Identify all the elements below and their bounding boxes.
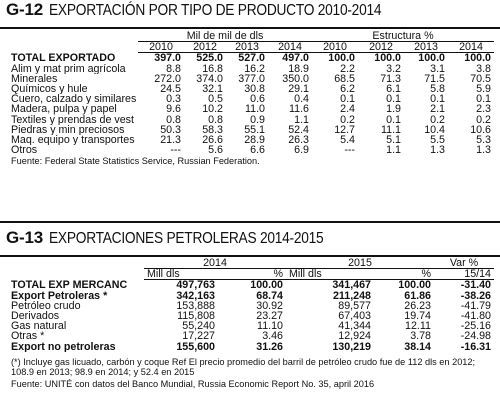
g12-cell: 28.9 — [244, 135, 265, 146]
g12-row — [0, 125, 494, 135]
g12-cell: 11.6 — [288, 104, 309, 115]
g12-title: EXPORTACIÓN POR TIPO DE PRODUCTO 2010-2014 — [49, 2, 382, 19]
g12-cell: 18.9 — [288, 63, 309, 74]
g12-cell: 70.5 — [470, 73, 491, 85]
g12-cell: 350.0 — [282, 73, 309, 85]
g13-row-label: Petróleo crudo — [11, 300, 81, 312]
table-g13-section — [0, 221, 500, 389]
g12-cell: 71.3 — [380, 73, 401, 85]
g12-row — [0, 53, 494, 64]
g13-row-label: Export no petroleras — [11, 341, 116, 352]
g13-cell: 12.11 — [405, 321, 431, 332]
g12-row-label: Minerales — [11, 73, 58, 85]
g12-cell: 525.0 — [196, 52, 223, 64]
g12-cell: 1.3 — [430, 145, 445, 156]
g13-cell: 41,344 — [338, 321, 371, 332]
g12-cell: 1.3 — [476, 145, 491, 156]
g12-cell: 2.4 — [340, 104, 355, 115]
g12-cell: 50.3 — [160, 124, 181, 136]
g12-cell: 497.0 — [282, 52, 309, 64]
g12-row — [0, 84, 494, 94]
g13-cell: -38.26 — [460, 290, 491, 301]
g13-cell: 12,924 — [338, 331, 371, 342]
g12-row-label: Cuero, calzado y similares — [11, 94, 137, 105]
g12-cell: 71.5 — [424, 73, 445, 85]
g13-cell: 19.74 — [404, 311, 431, 322]
g12-group-right: Estructura % — [312, 31, 494, 42]
g12-cell: 0.2 — [476, 114, 491, 125]
g12-cell: 10.2 — [202, 104, 223, 115]
g12-cell: 6.2 — [340, 84, 355, 95]
g12-cell: 32.1 — [202, 84, 223, 95]
g12-cell: 397.0 — [154, 52, 181, 64]
g12-year-header: 2013 — [226, 42, 268, 53]
g12-cell: 0.2 — [430, 114, 445, 125]
g12-cell: 6.1 — [386, 84, 401, 95]
g13-cell: -41.80 — [460, 311, 491, 322]
g12-header — [0, 0, 500, 27]
g12-cell: 3.2 — [386, 63, 401, 74]
g13-row-label: Export Petroleras * — [11, 290, 108, 301]
g13-cell: 211,248 — [332, 290, 371, 301]
g12-year-header: 2013 — [404, 42, 448, 53]
table-g12-section — [0, 0, 500, 166]
g12-row-label: Textiles y prendas de vest — [11, 114, 134, 125]
g13-cell: 68.74 — [256, 290, 283, 301]
g12-code: G-12 — [6, 0, 43, 19]
g13-cell: -16.31 — [460, 341, 491, 352]
g13-source: Fuente: UNITÉ con datos del Banco Mundial, Russia Economic Report No. 35, april 2016 — [11, 378, 375, 389]
g12-year-header: 2010 — [312, 42, 358, 53]
g12-row — [0, 94, 494, 104]
g13-cell: 153,888 — [176, 300, 215, 312]
g13-row — [0, 280, 494, 291]
g13-cell: 31.26 — [256, 341, 283, 352]
g12-cell: 5.6 — [208, 145, 223, 156]
g12-year-header: 2012 — [184, 42, 226, 53]
g13-cell: 3.46 — [262, 331, 283, 342]
g12-cell: 5.1 — [386, 135, 401, 146]
g12-cell: 0.4 — [294, 94, 309, 105]
g12-cell: 1.1 — [294, 114, 309, 125]
g13-group-2014: 2014 — [144, 258, 286, 269]
g13-cell: 3.78 — [410, 331, 431, 342]
g12-cell: 100.0 — [418, 52, 445, 64]
g13-cell: 100.00 — [250, 279, 283, 291]
g12-cell: 0.5 — [208, 94, 223, 105]
g13-cell: 11.10 — [257, 321, 283, 332]
g12-row — [0, 115, 494, 125]
g13-cell: 130,219 — [332, 341, 371, 352]
g12-cell: 58.3 — [202, 124, 223, 136]
g13-group-2015: 2015 — [286, 258, 434, 269]
g12-cell: 100.0 — [374, 52, 401, 64]
g12-cell: 5.5 — [430, 135, 445, 146]
g12-cell: 5.3 — [476, 135, 491, 146]
g12-cell: --- — [170, 145, 181, 156]
g13-row — [0, 331, 494, 341]
g12-cell: 24.5 — [160, 84, 181, 95]
g12-source: Fuente: Federal State Statistics Service, Russian Federation. — [11, 155, 260, 166]
g12-cell: 10.6 — [470, 124, 491, 136]
g12-cell: 5.8 — [430, 84, 445, 95]
g12-title-rule — [0, 27, 500, 29]
g12-cell: 0.9 — [250, 114, 265, 125]
g12-cell: 29.1 — [288, 84, 309, 95]
g12-cell: 0.1 — [386, 114, 401, 125]
g12-cell: 0.8 — [166, 114, 181, 125]
g12-cell: 3.1 — [430, 63, 445, 74]
g12-cell: 26.3 — [288, 135, 309, 146]
g13-cell: 100.00 — [398, 279, 431, 291]
g13-title: EXPORTACIONES PETROLERAS 2014-2015 — [49, 230, 324, 247]
g12-cell: 21.3 — [160, 135, 181, 146]
g12-cell: 1.1 — [386, 145, 401, 156]
g12-cell: 10.4 — [424, 124, 445, 136]
g13-header — [0, 221, 500, 255]
g12-row-label: Maq. equipo y transportes — [11, 135, 135, 146]
g13-cell: -41.79 — [460, 300, 491, 312]
g12-year-header: 2014 — [448, 42, 494, 53]
g12-cell: 52.4 — [288, 124, 309, 136]
g12-cell: 5.4 — [340, 135, 355, 146]
g12-cell: --- — [344, 145, 355, 156]
g12-row-label: Otros — [11, 145, 38, 156]
g13-row — [0, 321, 494, 331]
g13-group-var: Var % — [434, 258, 494, 269]
g13-cell: 341,467 — [332, 279, 371, 291]
g13-source-row — [0, 377, 494, 389]
g12-cell: 0.1 — [430, 94, 445, 105]
g12-cell: 55.1 — [244, 124, 265, 136]
g12-cell: 0.1 — [340, 94, 355, 105]
g12-cell: 3.8 — [476, 63, 491, 74]
g12-cell: 0.3 — [166, 94, 181, 105]
g12-group-header-row — [0, 31, 494, 42]
g12-cell: 5.9 — [476, 84, 491, 95]
g12-row-label: Alim y mat prim agrícola — [11, 63, 126, 74]
g12-cell: 12.7 — [334, 124, 355, 136]
g13-sub-pct-2014: % — [218, 269, 286, 280]
g13-code: G-13 — [6, 228, 43, 247]
g12-row — [0, 74, 494, 84]
g13-cell: -25.16 — [460, 321, 491, 332]
g12-cell: 68.5 — [334, 73, 355, 85]
g12-cell: 2.2 — [340, 63, 355, 74]
g13-row — [0, 342, 494, 352]
g12-cell: 0.2 — [340, 114, 355, 125]
g13-row-label: Derivados — [11, 311, 60, 322]
g12-cell: 6.9 — [294, 145, 309, 156]
g12-cell: 1.9 — [386, 104, 401, 115]
g13-cell: 342,163 — [176, 290, 215, 301]
g12-cell: 11.1 — [380, 124, 401, 136]
g13-sub-mill-2014: Mill dls — [144, 269, 218, 280]
g12-cell: 9.6 — [166, 104, 181, 115]
g12-row-label: TOTAL EXPORTADO — [11, 52, 116, 64]
g13-cell: 23.27 — [256, 311, 283, 322]
g12-cell: 11.0 — [244, 104, 265, 115]
g12-cell: 2.3 — [476, 104, 491, 115]
g13-top-rule — [0, 221, 500, 223]
g12-year-header: 2010 — [138, 42, 184, 53]
g13-title-rule — [0, 255, 500, 257]
g12-cell: 16.8 — [202, 63, 223, 74]
g12-cell: 374.0 — [196, 73, 223, 85]
g13-cell: -24.98 — [460, 331, 491, 342]
g13-group-header-row — [0, 258, 494, 269]
g12-row-label: Madera, pulpa y papel — [11, 104, 117, 115]
g13-sub-header-row — [0, 269, 494, 280]
g13-note: (*) Incluye gas licuado, carbón y coque Ref El precio promedio del barril de petróleo crudo fue de 112 dls en 2012; 108.9 en 2013; 98.9 en 2014; y 52.4 en 2015 — [11, 356, 476, 377]
g12-table — [0, 31, 494, 166]
g13-cell: 38.14 — [404, 341, 431, 352]
g13-cell: 61.86 — [404, 290, 431, 301]
g12-cell: 377.0 — [238, 73, 265, 85]
g13-row-label: Otras * — [11, 331, 45, 342]
g12-cell: 26.6 — [202, 135, 223, 146]
g12-cell: 6.6 — [250, 145, 265, 156]
g13-sub-mill-2015: Mill dls — [286, 269, 374, 280]
g13-row — [0, 301, 494, 311]
g12-cell: 0.1 — [476, 94, 491, 105]
g13-row — [0, 291, 494, 301]
g12-cell: 100.0 — [464, 52, 491, 64]
g12-cell: 16.2 — [244, 63, 265, 74]
g12-group-left: Mil de mil de dls — [138, 31, 312, 42]
g13-note-row — [0, 357, 494, 377]
g13-row — [0, 311, 494, 321]
g12-year-header-row — [0, 42, 494, 53]
g12-row — [0, 104, 494, 114]
g12-source-row — [0, 155, 494, 165]
g12-cell: 272.0 — [154, 73, 181, 85]
g13-sub-var: 15/14 — [434, 269, 494, 280]
g13-cell: 17,227 — [182, 331, 215, 342]
g13-cell: 67,403 — [338, 311, 371, 322]
g12-row-label: Piedras y min preciosos — [11, 124, 125, 136]
g12-row-label: Químicos y hule — [11, 84, 88, 95]
g12-row — [0, 64, 494, 74]
g12-cell: 2.1 — [430, 104, 445, 115]
g13-cell: -31.40 — [460, 279, 491, 291]
g13-cell: 155,600 — [176, 341, 215, 352]
g13-cell: 497,763 — [176, 279, 215, 291]
g13-row-label: TOTAL EXP MERCANC — [11, 279, 128, 291]
g13-cell: 115,808 — [177, 311, 215, 322]
g12-cell: 0.1 — [386, 94, 401, 105]
g13-cell: 89,577 — [338, 300, 371, 312]
g13-row-label: Gas natural — [11, 321, 67, 332]
g12-row — [0, 135, 494, 145]
g12-cell: 100.0 — [328, 52, 355, 64]
g12-cell: 0.6 — [250, 94, 265, 105]
g12-cell: 30.8 — [244, 84, 265, 95]
g13-sub-pct-2015: % — [374, 269, 434, 280]
g13-cell: 55,240 — [182, 321, 215, 332]
g13-cell: 30.92 — [256, 300, 283, 312]
g12-year-header: 2012 — [358, 42, 404, 53]
g12-year-header: 2014 — [268, 42, 312, 53]
g13-table — [0, 258, 494, 389]
g13-cell: 26.23 — [404, 300, 431, 312]
g12-cell: 527.0 — [238, 52, 265, 64]
g12-cell: 0.8 — [208, 114, 223, 125]
g12-cell: 8.8 — [166, 63, 181, 74]
g12-row — [0, 145, 494, 155]
